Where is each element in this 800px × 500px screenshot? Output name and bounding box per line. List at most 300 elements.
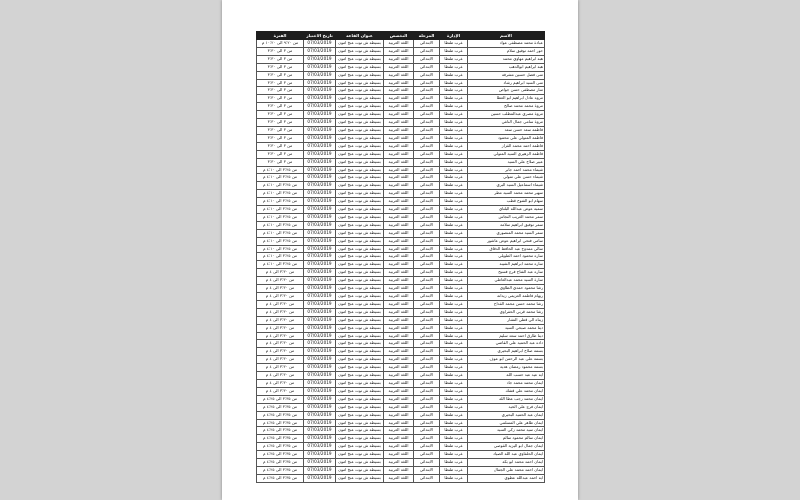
cell-department: غرب طنطا [440, 55, 468, 63]
cell-name: ايه احمد عبدالله عطوي [468, 474, 545, 482]
cell-stage: الابتدائي [414, 221, 440, 229]
table-row [257, 451, 545, 459]
cell-period: من ٣:٣٠ الى ٤ م [257, 348, 304, 356]
cell-period: من ٣:٣٠ الى ٤ م [257, 364, 304, 372]
table-row [257, 348, 545, 356]
cell-specialty: اللغة العربية [384, 221, 414, 229]
cell-exam-date: 07/03/2019 [304, 198, 336, 206]
cell-hall-address: بسيطه ش توت عنخ امون [336, 40, 384, 48]
cell-department: غرب طنطا [440, 316, 468, 324]
cell-stage: الابتدائي [414, 324, 440, 332]
cell-name: ساره محمود احمد الطويلي [468, 253, 545, 261]
cell-hall-address: بسيطه ش توت عنخ امون [336, 237, 384, 245]
cell-hall-address: بسيطه ش توت عنخ امون [336, 261, 384, 269]
cell-stage: الابتدائي [414, 206, 440, 214]
table-row [257, 324, 545, 332]
cell-period: من ٣:٢٥ الى ٤:١٠ م [257, 190, 304, 198]
cell-specialty: اللغة العربية [384, 466, 414, 474]
cell-department: غرب طنطا [440, 293, 468, 301]
cell-hall-address: بسيطه ش توت عنخ امون [336, 158, 384, 166]
cell-department: غرب طنطا [440, 261, 468, 269]
cell-exam-date: 07/03/2019 [304, 253, 336, 261]
cell-period: من ٣ الى ٣:٣٠ [257, 150, 304, 158]
cell-exam-date: 07/03/2019 [304, 285, 336, 293]
cell-specialty: اللغة العربية [384, 206, 414, 214]
cell-specialty: اللغة العربية [384, 174, 414, 182]
cell-department: غرب طنطا [440, 182, 468, 190]
cell-department: غرب طنطا [440, 277, 468, 285]
table-row [257, 79, 545, 87]
cell-stage: الابتدائي [414, 308, 440, 316]
cell-exam-date: 07/03/2019 [304, 245, 336, 253]
cell-hall-address: بسيطه ش توت عنخ امون [336, 474, 384, 482]
cell-name: ايمان سيد محمد زكي السيد [468, 427, 545, 435]
cell-specialty: اللغة العربية [384, 190, 414, 198]
cell-stage: الابتدائي [414, 316, 440, 324]
cell-exam-date: 07/03/2019 [304, 190, 336, 198]
cell-exam-date: 07/03/2019 [304, 324, 336, 332]
cell-specialty: اللغة العربية [384, 451, 414, 459]
cell-name: ايمان محمد رجب عطا الله [468, 395, 545, 403]
cell-exam-date: 07/03/2019 [304, 466, 336, 474]
cell-stage: الابتدائي [414, 190, 440, 198]
cell-period: من ٣:٢٥ الى ٤:١٠ م [257, 237, 304, 245]
table-row [257, 119, 545, 127]
cell-hall-address: بسيطه ش توت عنخ امون [336, 466, 384, 474]
cell-stage: الابتدائي [414, 348, 440, 356]
cell-hall-address: بسيطه ش توت عنخ امون [336, 198, 384, 206]
cell-hall-address: بسيطه ش توت عنخ امون [336, 213, 384, 221]
cell-department: غرب طنطا [440, 459, 468, 467]
cell-exam-date: 07/03/2019 [304, 87, 336, 95]
cell-period: من ٣ الى ٣:٣٠ [257, 71, 304, 79]
cell-name: سمر توفيق ابراهيم سلامة [468, 221, 545, 229]
cell-exam-date: 07/03/2019 [304, 150, 336, 158]
cell-name: ايمان احمد محمد ابو بكه [468, 459, 545, 467]
cell-period: من ٣ الى ٣:٣٠ [257, 126, 304, 134]
cell-period: من ٩:٢٠ الى ١٠:٢٠ م [257, 40, 304, 48]
cell-stage: الابتدائي [414, 419, 440, 427]
cell-hall-address: بسيطه ش توت عنخ امون [336, 182, 384, 190]
cell-hall-address: بسيطه ش توت عنخ امون [336, 308, 384, 316]
cell-department: غرب طنطا [440, 150, 468, 158]
cell-hall-address: بسيطه ش توت عنخ امون [336, 79, 384, 87]
cell-hall-address: بسيطه ش توت عنخ امون [336, 403, 384, 411]
cell-period: من ٣:٢٥ الى ٤:١٠ م [257, 261, 304, 269]
cell-hall-address: بسيطه ش توت عنخ امون [336, 229, 384, 237]
cell-period: من ٣:٢٥ الى ٤:١٠ م [257, 229, 304, 237]
table-row [257, 47, 545, 55]
cell-exam-date: 07/03/2019 [304, 308, 336, 316]
cell-hall-address: بسيطه ش توت عنخ امون [336, 126, 384, 134]
cell-exam-date: 07/03/2019 [304, 372, 336, 380]
cell-department: غرب طنطا [440, 87, 468, 95]
cell-exam-date: 07/03/2019 [304, 71, 336, 79]
cell-department: غرب طنطا [440, 443, 468, 451]
cell-department: غرب طنطا [440, 103, 468, 111]
cell-specialty: اللغة العربية [384, 459, 414, 467]
cell-name: شيماء حسن علي متولي [468, 174, 545, 182]
table-row [257, 206, 545, 214]
table-row [257, 63, 545, 71]
table-row [257, 332, 545, 340]
table-row [257, 158, 545, 166]
cell-specialty: اللغة العربية [384, 142, 414, 150]
cell-department: غرب طنطا [440, 229, 468, 237]
cell-stage: الابتدائي [414, 134, 440, 142]
cell-specialty: اللغة العربية [384, 379, 414, 387]
cell-department: غرب طنطا [440, 237, 468, 245]
cell-hall-address: بسيطه ش توت عنخ امون [336, 356, 384, 364]
cell-department: غرب طنطا [440, 213, 468, 221]
cell-hall-address: بسيطه ش توت عنخ امون [336, 190, 384, 198]
cell-name: ايه عيد عبد حسب الله [468, 372, 545, 380]
table-header-row [257, 32, 545, 40]
cell-name: منار مصطفى حسن جواص [468, 87, 545, 95]
cell-exam-date: 07/03/2019 [304, 269, 336, 277]
cell-department: غرب طنطا [440, 411, 468, 419]
cell-stage: الابتدائي [414, 459, 440, 467]
cell-specialty: اللغة العربية [384, 198, 414, 206]
cell-stage: الابتدائي [414, 356, 440, 364]
cell-exam-date: 07/03/2019 [304, 55, 336, 63]
cell-stage: الابتدائي [414, 379, 440, 387]
cell-stage: الابتدائي [414, 253, 440, 261]
table-row [257, 229, 545, 237]
cell-stage: الابتدائي [414, 47, 440, 55]
cell-department: غرب طنطا [440, 95, 468, 103]
cell-department: غرب طنطا [440, 403, 468, 411]
cell-hall-address: بسيطه ش توت عنخ امون [336, 435, 384, 443]
cell-exam-date: 07/03/2019 [304, 111, 336, 119]
table-row [257, 372, 545, 380]
table-row [257, 435, 545, 443]
cell-exam-date: 07/03/2019 [304, 47, 336, 55]
cell-department: غرب طنطا [440, 71, 468, 79]
cell-exam-date: 07/03/2019 [304, 387, 336, 395]
cell-specialty: اللغة العربية [384, 474, 414, 482]
cell-period: من ٣:٣٠ الى ٤ م [257, 356, 304, 364]
cell-exam-date: 07/03/2019 [304, 356, 336, 364]
cell-hall-address: بسيطه ش توت عنخ امون [336, 427, 384, 435]
cell-name: حور احمد توفيق سلام [468, 47, 545, 55]
cell-exam-date: 07/03/2019 [304, 340, 336, 348]
cell-hall-address: بسيطه ش توت عنخ امون [336, 332, 384, 340]
cell-period: من ٣ الى ٣:٣٠ [257, 158, 304, 166]
cell-hall-address: بسيطه ش توت عنخ امون [336, 348, 384, 356]
cell-name: بسمه صلاح ابراهيم البحيري [468, 348, 545, 356]
cell-exam-date: 07/03/2019 [304, 174, 336, 182]
cell-exam-date: 07/03/2019 [304, 474, 336, 482]
cell-specialty: اللغة العربية [384, 229, 414, 237]
cell-specialty: اللغة العربية [384, 95, 414, 103]
cell-name: ساره عبد الفتاح فرج فسيح [468, 269, 545, 277]
cell-period: من ٣:٣٥ الى ٤:٢٥ م [257, 443, 304, 451]
table-body [257, 40, 545, 483]
table-row [257, 443, 545, 451]
cell-period: من ٣:٢٥ الى ٤:١٠ م [257, 166, 304, 174]
cell-department: غرب طنطا [440, 206, 468, 214]
table-row [257, 71, 545, 79]
column-header-period: الفترة [257, 32, 304, 40]
cell-name: ايمان فرج علي الحيد [468, 403, 545, 411]
cell-specialty: اللغة العربية [384, 111, 414, 119]
cell-stage: الابتدائي [414, 142, 440, 150]
cell-stage: الابتدائي [414, 443, 440, 451]
cell-department: غرب طنطا [440, 340, 468, 348]
cell-department: غرب طنطا [440, 332, 468, 340]
cell-period: من ٣:٢٥ الى ٤:١٠ م [257, 245, 304, 253]
cell-hall-address: بسيطه ش توت عنخ امون [336, 411, 384, 419]
table-row [257, 213, 545, 221]
cell-hall-address: بسيطه ش توت عنخ امون [336, 269, 384, 277]
table-row [257, 198, 545, 206]
cell-stage: الابتدائي [414, 213, 440, 221]
cell-exam-date: 07/03/2019 [304, 95, 336, 103]
table-row [257, 459, 545, 467]
cell-specialty: اللغة العربية [384, 356, 414, 364]
cell-exam-date: 07/03/2019 [304, 103, 336, 111]
cell-specialty: اللغة العربية [384, 427, 414, 435]
cell-exam-date: 07/03/2019 [304, 166, 336, 174]
cell-specialty: اللغة العربية [384, 134, 414, 142]
cell-stage: الابتدائي [414, 158, 440, 166]
cell-exam-date: 07/03/2019 [304, 142, 336, 150]
cell-department: غرب طنطا [440, 324, 468, 332]
cell-hall-address: بسيطه ش توت عنخ امون [336, 372, 384, 380]
exam-schedule-sheet [256, 31, 544, 483]
cell-department: غرب طنطا [440, 364, 468, 372]
cell-department: غرب طنطا [440, 63, 468, 71]
cell-period: من ٣:٣٠ الى ٤ م [257, 293, 304, 301]
table-row [257, 387, 545, 395]
cell-specialty: اللغة العربية [384, 340, 414, 348]
cell-department: غرب طنطا [440, 158, 468, 166]
cell-stage: الابتدائي [414, 340, 440, 348]
cell-hall-address: بسيطه ش توت عنخ امون [336, 87, 384, 95]
cell-hall-address: بسيطه ش توت عنخ امون [336, 277, 384, 285]
cell-specialty: اللغة العربية [384, 213, 414, 221]
cell-hall-address: بسيطه ش توت عنخ امون [336, 119, 384, 127]
cell-exam-date: 07/03/2019 [304, 126, 336, 134]
cell-period: من ٣:٣٠ الى ٤ م [257, 340, 304, 348]
cell-stage: الابتدائي [414, 277, 440, 285]
cell-name: سمر السيد محمد المنصوري [468, 229, 545, 237]
cell-hall-address: بسيطه ش توت عنخ امون [336, 459, 384, 467]
cell-hall-address: بسيطه ش توت عنخ امون [336, 55, 384, 63]
cell-department: غرب طنطا [440, 356, 468, 364]
cell-name: سارة السيد محمد عبدالعاطي [468, 277, 545, 285]
cell-stage: الابتدائي [414, 411, 440, 419]
table-row [257, 182, 545, 190]
cell-specialty: اللغة العربية [384, 403, 414, 411]
table-row [257, 87, 545, 95]
cell-stage: الابتدائي [414, 403, 440, 411]
cell-specialty: اللغة العربية [384, 411, 414, 419]
cell-stage: الابتدائي [414, 119, 440, 127]
cell-exam-date: 07/03/2019 [304, 427, 336, 435]
cell-period: من ٣ الى ٣:٣٠ [257, 87, 304, 95]
column-header-specialty: التخصص [384, 32, 414, 40]
cell-department: غرب طنطا [440, 190, 468, 198]
cell-period: من ٣:٣٥ الى ٤:٢٥ م [257, 451, 304, 459]
cell-period: من ٣:٢٥ الى ٤:١٠ م [257, 213, 304, 221]
cell-hall-address: بسيطه ش توت عنخ امون [336, 111, 384, 119]
cell-department: غرب طنطا [440, 47, 468, 55]
cell-name: ايمان عبد الحميد البحيري [468, 411, 545, 419]
table-row [257, 166, 545, 174]
cell-stage: الابتدائي [414, 111, 440, 119]
table-row [257, 340, 545, 348]
cell-exam-date: 07/03/2019 [304, 79, 336, 87]
cell-specialty: اللغة العربية [384, 126, 414, 134]
cell-hall-address: بسيطه ش توت عنخ امون [336, 47, 384, 55]
cell-stage: الابتدائي [414, 300, 440, 308]
cell-name: فاطمة احمد محمد القزاز [468, 142, 545, 150]
cell-name: ايمان جمال ابو اليزيد القوصي [468, 443, 545, 451]
table-row [257, 379, 545, 387]
cell-hall-address: بسيطه ش توت عنخ امون [336, 340, 384, 348]
table-row [257, 300, 545, 308]
cell-exam-date: 07/03/2019 [304, 300, 336, 308]
cell-stage: الابتدائي [414, 293, 440, 301]
cell-exam-date: 07/03/2019 [304, 119, 336, 127]
cell-department: غرب طنطا [440, 111, 468, 119]
cell-department: غرب طنطا [440, 245, 468, 253]
column-header-hall-address: عنوان القاعة [336, 32, 384, 40]
cell-hall-address: بسيطه ش توت عنخ امون [336, 206, 384, 214]
cell-name: سهام ابو الفتوح قطب [468, 198, 545, 206]
cell-stage: الابتدائي [414, 198, 440, 206]
cell-period: من ٣ الى ٣:٣٠ [257, 134, 304, 142]
cell-hall-address: بسيطه ش توت عنخ امون [336, 395, 384, 403]
cell-period: من ٣:٣٥ الى ٤:٢٥ م [257, 403, 304, 411]
cell-specialty: اللغة العربية [384, 372, 414, 380]
cell-department: غرب طنطا [440, 387, 468, 395]
cell-exam-date: 07/03/2019 [304, 395, 336, 403]
cell-period: من ٣ الى ٣:٣٠ [257, 79, 304, 87]
cell-name: منى فضل حسين مشرفه [468, 71, 545, 79]
cell-hall-address: بسيطه ش توت عنخ امون [336, 134, 384, 142]
cell-hall-address: بسيطه ش توت عنخ امون [336, 95, 384, 103]
cell-hall-address: بسيطه ش توت عنخ امون [336, 419, 384, 427]
cell-department: غرب طنطا [440, 474, 468, 482]
cell-exam-date: 07/03/2019 [304, 63, 336, 71]
cell-department: غرب طنطا [440, 40, 468, 48]
column-header-department: الإدارة [440, 32, 468, 40]
cell-period: من ٣ الى ٣:٣٠ [257, 63, 304, 71]
cell-department: غرب طنطا [440, 142, 468, 150]
cell-period: من ٣:٣٠ الى ٤ م [257, 285, 304, 293]
cell-exam-date: 07/03/2019 [304, 237, 336, 245]
cell-period: من ٣ الى ٣:٣٠ [257, 103, 304, 111]
cell-exam-date: 07/03/2019 [304, 316, 336, 324]
cell-hall-address: بسيطه ش توت عنخ امون [336, 443, 384, 451]
cell-hall-address: بسيطه ش توت عنخ امون [336, 300, 384, 308]
cell-hall-address: بسيطه ش توت عنخ امون [336, 293, 384, 301]
table-row [257, 237, 545, 245]
cell-period: من ٣:٢٥ الى ٤:١٠ م [257, 182, 304, 190]
cell-name: دينا محمد صبحي السيد [468, 324, 545, 332]
column-header-name: الاسم [468, 32, 545, 40]
cell-department: غرب طنطا [440, 395, 468, 403]
cell-stage: الابتدائي [414, 427, 440, 435]
cell-hall-address: بسيطه ش توت عنخ امون [336, 166, 384, 174]
cell-name: ايمان طاهر علي المسلمي [468, 419, 545, 427]
cell-stage: الابتدائي [414, 126, 440, 134]
table-row [257, 221, 545, 229]
cell-department: غرب طنطا [440, 269, 468, 277]
cell-hall-address: بسيطه ش توت عنخ امون [336, 71, 384, 79]
table-row [257, 126, 545, 134]
table-row [257, 474, 545, 482]
cell-specialty: اللغة العربية [384, 150, 414, 158]
cell-specialty: اللغة العربية [384, 245, 414, 253]
cell-name: داده عبد الحميد علي القاضي [468, 340, 545, 348]
table-row [257, 95, 545, 103]
cell-exam-date: 07/03/2019 [304, 206, 336, 214]
cell-name: زيناه الي قطي النشار [468, 316, 545, 324]
cell-stage: الابتدائي [414, 229, 440, 237]
cell-exam-date: 07/03/2019 [304, 221, 336, 229]
cell-period: من ٣:٢٥ الى ٤:١٠ م [257, 174, 304, 182]
cell-specialty: اللغة العربية [384, 332, 414, 340]
cell-specialty: اللغة العربية [384, 119, 414, 127]
cell-department: غرب طنطا [440, 134, 468, 142]
cell-period: من ٣ الى ٣:٣٠ [257, 142, 304, 150]
cell-name: بسمة على عبد الرحمن ابو عوف [468, 356, 545, 364]
cell-stage: الابتدائي [414, 474, 440, 482]
cell-name: دينا طارق احمد سعد سليم [468, 332, 545, 340]
cell-period: من ٣:٣٠ الى ٤ م [257, 387, 304, 395]
table-row [257, 395, 545, 403]
cell-stage: الابتدائي [414, 237, 440, 245]
table-row [257, 308, 545, 316]
cell-specialty: اللغة العربية [384, 316, 414, 324]
cell-exam-date: 07/03/2019 [304, 261, 336, 269]
cell-specialty: اللغة العربية [384, 87, 414, 95]
cell-period: من ٣:٣٠ الى ٤ م [257, 332, 304, 340]
cell-specialty: اللغة العربية [384, 237, 414, 245]
cell-period: من ٣ الى ٣:٣٠ [257, 47, 304, 55]
table-row [257, 403, 545, 411]
cell-period: من ٣:٣٠ الى ٤ م [257, 372, 304, 380]
cell-period: من ٣:٣٠ الى ٤ م [257, 324, 304, 332]
cell-specialty: اللغة العربية [384, 293, 414, 301]
cell-department: غرب طنطا [440, 419, 468, 427]
cell-hall-address: بسيطه ش توت عنخ امون [336, 150, 384, 158]
cell-specialty: اللغة العربية [384, 253, 414, 261]
table-row [257, 253, 545, 261]
cell-period: من ٣:٣٥ الى ٤:٢٥ م [257, 411, 304, 419]
cell-department: غرب طنطا [440, 451, 468, 459]
cell-name: شيماء محمد احمد جابر [468, 166, 545, 174]
cell-stage: الابتدائي [414, 87, 440, 95]
cell-stage: الابتدائي [414, 174, 440, 182]
cell-period: من ٣:٢٥ الى ٤:١٠ م [257, 253, 304, 261]
table-row [257, 364, 545, 372]
cell-exam-date: 07/03/2019 [304, 443, 336, 451]
cell-name: مروة مصري عبدالمطلب حسين [468, 111, 545, 119]
cell-department: غرب طنطا [440, 126, 468, 134]
cell-period: من ٣:٣٥ الى ٤:٢٥ م [257, 395, 304, 403]
cell-period: من ٣:٣٠ الى ٤ م [257, 379, 304, 387]
cell-exam-date: 07/03/2019 [304, 182, 336, 190]
cell-period: من ٣:٣٠ الى ٤ م [257, 277, 304, 285]
cell-hall-address: بسيطه ش توت عنخ امون [336, 63, 384, 71]
cell-hall-address: بسيطه ش توت عنخ امون [336, 174, 384, 182]
cell-period: من ٣:٢٥ الى ٤:١٠ م [257, 221, 304, 229]
